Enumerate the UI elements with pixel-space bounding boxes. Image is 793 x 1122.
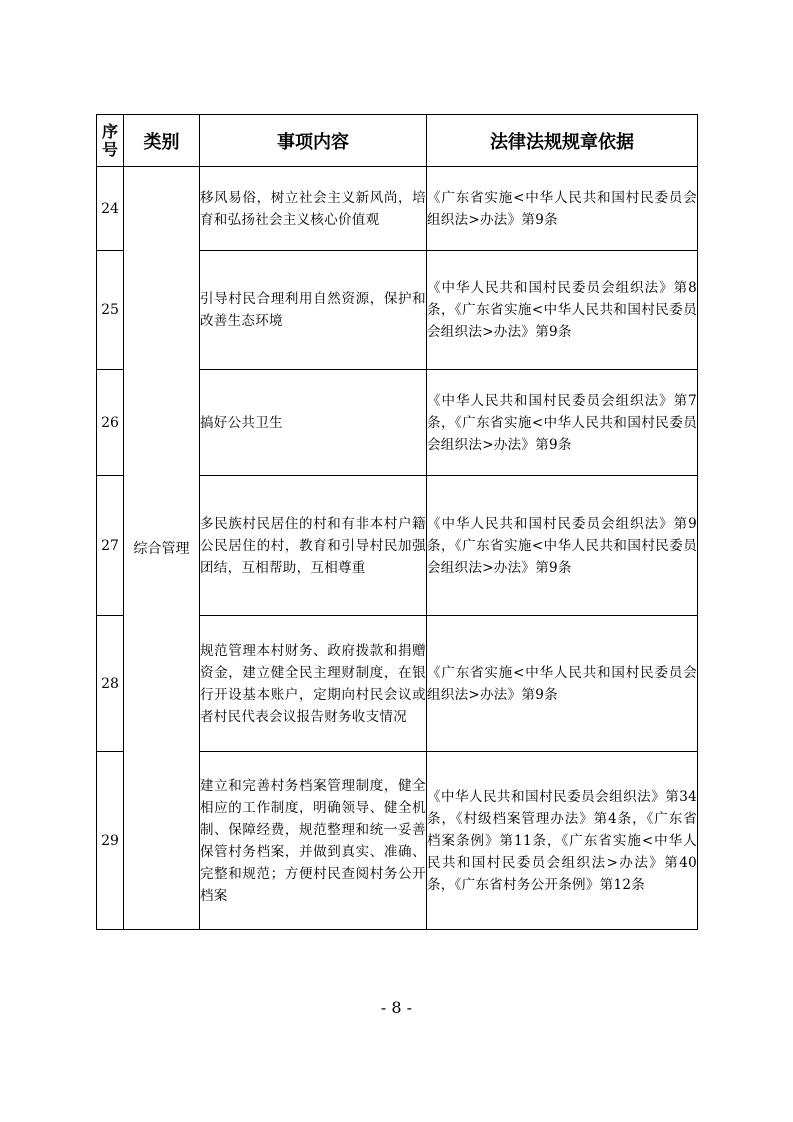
page-number: - 8 - (380, 998, 413, 1017)
table-header-row (97, 115, 698, 167)
header-num: 序号 (97, 115, 124, 167)
row-num: 27 (97, 476, 124, 616)
header-category: 类别 (124, 115, 200, 167)
row-law: 《中华人民共和国村民委员会组织法》第7条，《广东省实施<中华人民共和国村民委员会组织法>办法》第9条 (427, 370, 698, 476)
row-law: 《广东省实施<中华人民共和国村民委员会组织法>办法》第9条 (427, 616, 698, 752)
row-content: 多民族村民居住的村和有非本村户籍公民居住的村，教育和引导村民加强团结，互相帮助，互相尊重 (200, 476, 427, 616)
row-law: 《广东省实施<中华人民共和国村民委员会组织法>办法》第9条 (427, 167, 698, 251)
law-table (96, 114, 698, 930)
row-num: 28 (97, 616, 124, 752)
header-law: 法律法规规章依据 (427, 115, 698, 167)
row-num: 29 (97, 752, 124, 930)
row-law: 《中华人民共和国村民委员会组织法》第34条，《村级档案管理办法》第4条，《广东省档案条例》第11条，《广东省实施<中华人民共和国村民委员会组织法>办法》第40条，《广东省村务公开条例》第12条 (427, 752, 698, 930)
category-cell: 综合管理 (124, 167, 200, 930)
row-law: 《中华人民共和国村民委员会组织法》第9条，《广东省实施<中华人民共和国村民委员会组织法>办法》第9条 (427, 476, 698, 616)
row-content: 建立和完善村务档案管理制度，健全相应的工作制度，明确领导、健全机制、保障经费，规范整理和统一妥善保管村务档案，并做到真实、准确、完整和规范；方便村民查阅村务公开档案 (200, 752, 427, 930)
row-num: 25 (97, 251, 124, 370)
header-content: 事项内容 (200, 115, 427, 167)
row-num: 26 (97, 370, 124, 476)
row-content: 规范管理本村财务、政府拨款和捐赠资金，建立健全民主理财制度，在银行开设基本账户，定期向村民会议或者村民代表会议报告财务收支情况 (200, 616, 427, 752)
table-row (97, 167, 698, 251)
row-content: 引导村民合理利用自然资源，保护和改善生态环境 (200, 251, 427, 370)
row-law: 《中华人民共和国村民委员会组织法》第8条，《广东省实施<中华人民共和国村民委员会组织法>办法》第9条 (427, 251, 698, 370)
row-num: 24 (97, 167, 124, 251)
row-content: 移风易俗，树立社会主义新风尚，培育和弘扬社会主义核心价值观 (200, 167, 427, 251)
row-content: 搞好公共卫生 (200, 370, 427, 476)
